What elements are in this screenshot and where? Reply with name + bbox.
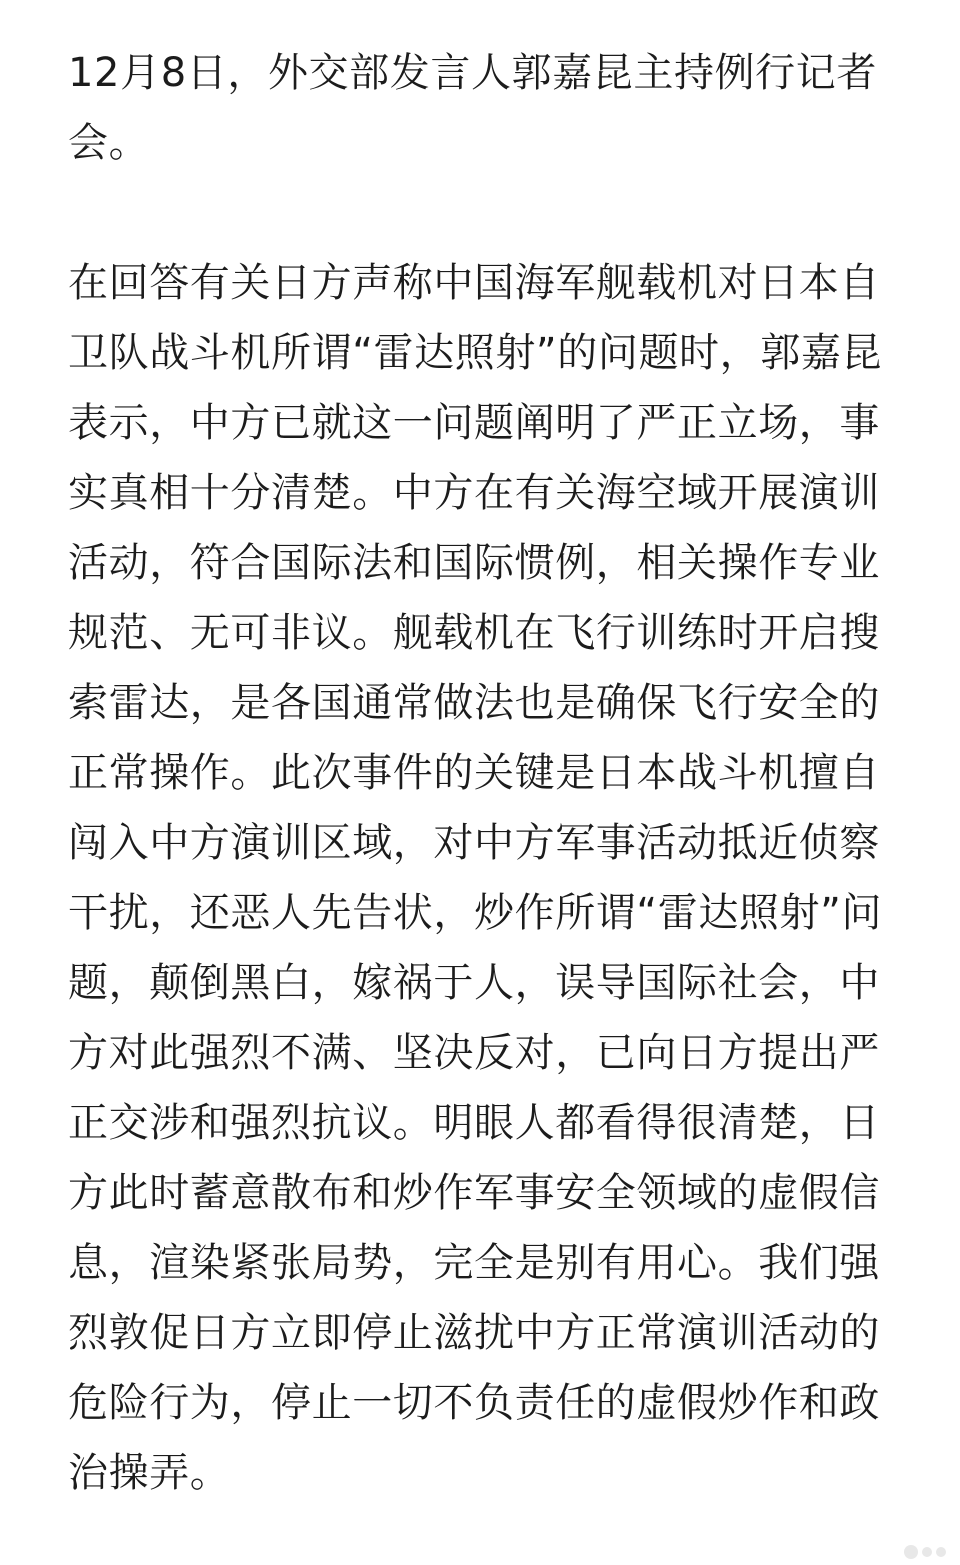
watermark-dot-icon — [922, 1547, 932, 1557]
paragraph-intro: 12月8日，外交部发言人郭嘉昆主持例行记者会。 — [68, 50, 877, 166]
watermark-dot-icon — [936, 1547, 946, 1557]
watermark-dot-icon — [904, 1545, 918, 1559]
watermark-logo — [904, 1545, 946, 1559]
article-body — [68, 38, 894, 1508]
paragraph-statement: 在回答有关日方声称中国海军舰载机对日本自卫队战斗机所谓“雷达照射”的问题时，郭嘉昆表示，中方已就这一问题阐明了严正立场，事实真相十分清楚。中方在有关海空域开展演训活动，符合国际法和国际惯例，相关操作专业规范、无可非议。舰载机在飞行训练时开启搜索雷达，是各国通常做法也是确保飞行安全的正常操作。此次事件的关键是日本战斗机擅自闯入中方演训区域，对中方军事活动抵近侦察干扰，还恶人先告状，炒作所谓“雷达照射”问题，颠倒黑白，嫁祸于人，误导国际社会，中方对此强烈不满、坚决反对，已向日方提出严正交涉和强烈抗议。明眼人都看得很清楚，日方此时蓄意散布和炒作军事安全领域的虚假信息，渲染紧张局势，完全是别有用心。我们强烈敦促日方立即停止滋扰中方正常演训活动的危险行为，停止一切不负责任的虚假炒作和政治操弄。 — [68, 260, 883, 1496]
